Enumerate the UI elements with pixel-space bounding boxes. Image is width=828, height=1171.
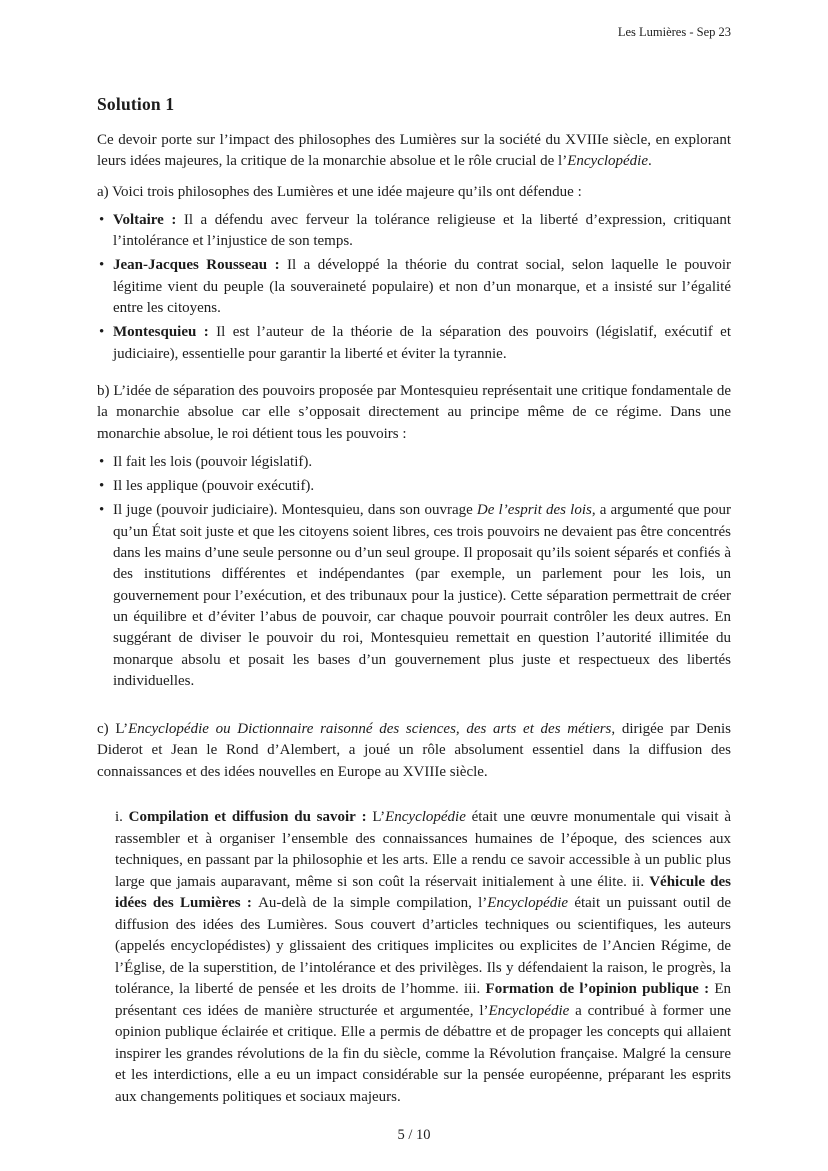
text-run: Encyclopédie: [487, 895, 569, 912]
text-run: Encyclopédie: [488, 1002, 570, 1019]
header-course-date: Les Lumières - Sep 23: [617, 25, 731, 39]
text-run: Montesquieu :: [113, 324, 217, 341]
paragraph-roman-points: [115, 807, 731, 1108]
document-header: [97, 24, 731, 40]
document-body: [97, 94, 731, 1108]
text-run: Au-delà de la simple compilation, l’: [258, 895, 488, 912]
text-run: Jean-Jacques Rousseau :: [113, 257, 288, 274]
text-run: a) Voici trois philosophes des Lumières et une idée majeure qu’ils ont défendue :: [97, 183, 582, 200]
text-run: , a argumenté que pour qu’un État soit juste et que les citoyens soient libres, ces trois pouvoirs ne devaient pas être concentrés dans les mains d’une seule personne ou d’un seul groupe. Il proposait qu’ils soient séparés et confiés à des institutions différentes et indépendantes (par exemple, un parlement pour les lois, un gouvernement pour l’exécution, et des tribunaux pour la justice). Cette séparation permettrait de créer un équilibre et d’éviter l’abus de pouvoir, car chaque pouvoir pourrait contrôler les deux autres. En suggérant de diviser le pouvoir du roi, Montesquieu remettait en question l’autorité illimitée du monarque absolu et posait les bases d’un gouvernement plus juste et respectueux des libertés individuelles.: [113, 502, 731, 689]
text-run: Il fait les lois (pouvoir législatif).: [113, 453, 313, 470]
list-item-pouvoir-legislatif: [97, 452, 731, 473]
paragraph-a-intro: [97, 182, 731, 203]
text-run: Encyclopédie: [567, 153, 649, 170]
text-run: b) L’idée de séparation des pouvoirs proposée par Montesquieu représentait une critique fondamentale de la monarchie absolue car elle s’opposait directement au principe même de ce régime. Dans une monarchie absolue, le roi détient tous les pouvoirs :: [97, 382, 731, 442]
list-item-montesquieu: [97, 322, 731, 365]
list-philosophers: [97, 210, 731, 365]
text-run: En présentant ces idées de manière structurée et argumentée, l’: [115, 981, 731, 1019]
solution-title: Solution 1: [97, 94, 175, 114]
text-run: Encyclopédie: [385, 809, 466, 826]
text-run: De l’esprit des lois: [476, 502, 592, 519]
list-item-voltaire: [97, 210, 731, 253]
list-item-pouvoir-executif: [97, 476, 731, 497]
text-run: , dirigée par Denis Diderot et Jean le Rond d’Alembert, a joué un rôle absolument essentiel dans la diffusion des connaissances et des idées nouvelles en Europe au XVIIIe siècle.: [97, 721, 732, 780]
text-run: Encyclopédie ou Dictionnaire raisonné des sciences, des arts et des métiers: [128, 721, 612, 738]
text-run: Voltaire :: [113, 211, 184, 228]
text-run: Il les applique (pouvoir exécutif).: [113, 478, 315, 495]
list-item-rousseau: [97, 255, 731, 319]
text-run: Il juge (pouvoir judiciaire). Montesquieu, dans son ouvrage: [113, 502, 477, 519]
list-powers: [97, 452, 731, 692]
text-run: Il a défendu avec ferveur la tolérance religieuse et la liberté d’expression, critiquant l’intolérance et l’injustice de son temps.: [113, 211, 731, 250]
text-run: Il a développé la théorie du contrat social, selon laquelle le pouvoir légitime vient du peuple (la souveraineté populaire) et non d’un monarque, et a insisté sur l’égalité entre les citoyens.: [113, 257, 731, 317]
text-run: L’: [372, 809, 386, 826]
text-run: était une œuvre monumentale qui visait à rassembler et à organiser l’ensemble des connaissances humaines de l’époque, des sciences aux techniques, en passant par la philosophie et les arts. Elle a rendu ce savoir accessible à un public plus large que jamais auparavant, même si son coût la réservait initialement à une élite. ii.: [115, 809, 731, 890]
text-run: Véhicule des idées des Lumières :: [115, 873, 731, 912]
text-run: Formation de l’opinion publique :: [485, 981, 715, 998]
page-number: 5 / 10: [397, 1127, 431, 1143]
text-run: .: [648, 153, 652, 170]
text-run: Il est l’auteur de la théorie de la séparation des pouvoirs (législatif, exécutif et judiciaire), essentielle pour garantir la liberté et éviter la tyrannie.: [113, 324, 731, 362]
paragraph-c-intro: [97, 719, 731, 783]
text-run: Ce devoir porte sur l’impact des philosophes des Lumières sur la société du XVIIIe siècle, en explorant leurs idées majeures, la critique de la monarchie absolue et le rôle crucial de l’: [97, 132, 731, 170]
text-run: c) L’: [97, 721, 129, 738]
text-run: a contribué à former une opinion publique éclairée et critique. Elle a permis de débattre et de propager les concepts qui allaient inspirer les grandes révolutions de la fin du siècle, comme la Révolution française. Malgré la censure et les interdictions, elle a eu un impact considérable sur la pensée européenne, préparant les esprits aux changements politiques et sociaux majeurs.: [115, 1002, 731, 1105]
paragraph-intro: [97, 130, 731, 173]
text-run: Compilation et diffusion du savoir :: [128, 809, 373, 826]
paragraph-b-intro: [97, 381, 731, 445]
document-footer: [0, 1127, 828, 1144]
text-run: i.: [115, 809, 129, 826]
text-run: était un puissant outil de diffusion des idées des Lumières. Sous couvert d’articles techniques ou scientifiques, les auteurs (appelés encyclopédistes) y glissaient des critiques implicites ou explicites de l’Ancien Régime, de l’Église, de la superstition, de l’intolérance et des privilèges. Ils y défendaient la raison, le progrès, la tolérance, la liberté de pensée et les droits de l’homme. iii.: [115, 895, 732, 998]
list-item-pouvoir-judiciaire: [97, 500, 731, 692]
